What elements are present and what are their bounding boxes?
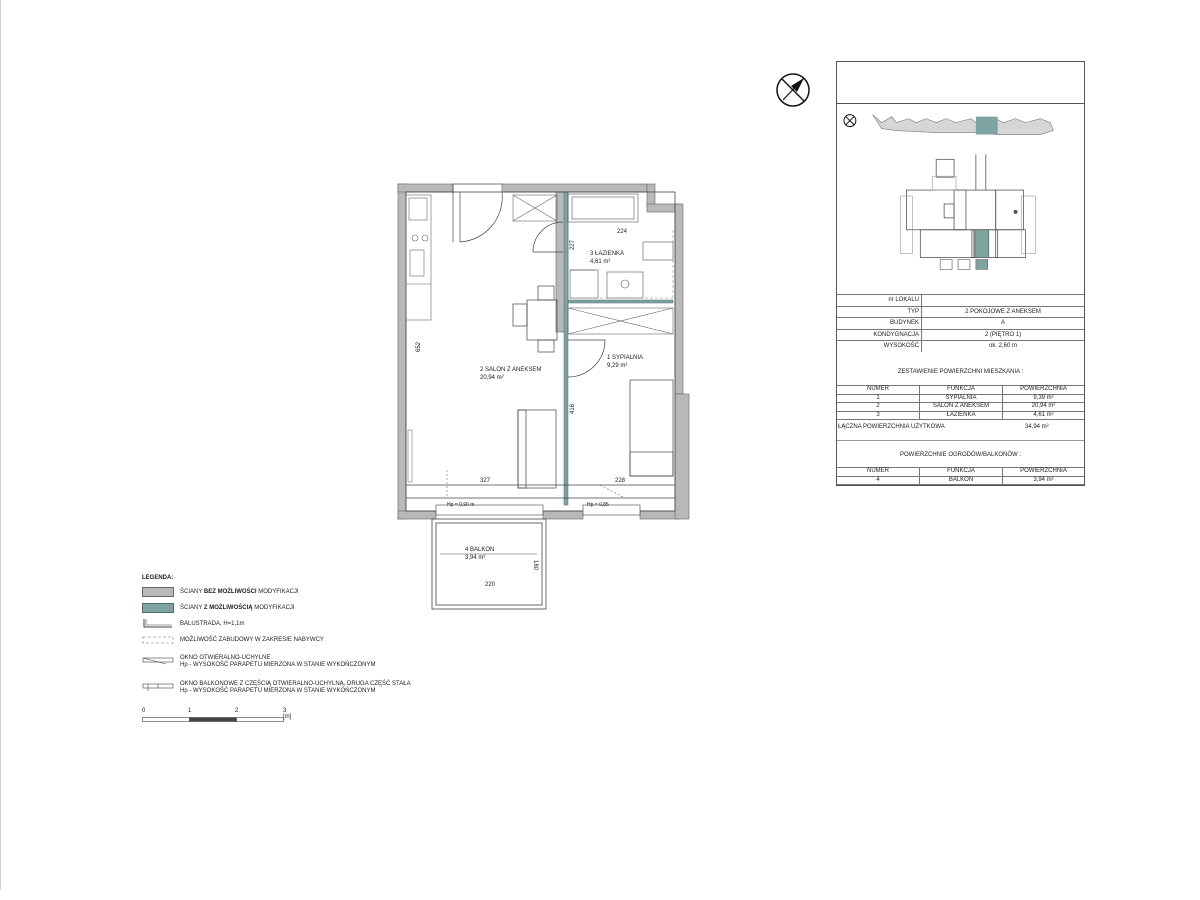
entry-door	[453, 184, 502, 242]
legend-text-part: MODYFIKACJI	[256, 589, 299, 595]
window-sill-label: Hp = 0,85	[587, 502, 609, 508]
total-area-row	[837, 424, 1084, 434]
info-row	[837, 341, 1084, 352]
balcony-table	[837, 467, 1084, 485]
room-area: 4,61 m²	[590, 259, 611, 265]
info-key: WYSOKOŚĆ	[837, 341, 922, 352]
room-number: 4	[465, 547, 469, 553]
balcony-function: BALKON	[920, 476, 1003, 485]
room-number: 2	[480, 367, 484, 373]
dimension-label: 224	[617, 229, 628, 235]
column-header: NUMER	[837, 468, 920, 477]
room-name: ŁAZIENKA	[595, 251, 625, 257]
room-number: 1	[837, 394, 920, 403]
room-area: 9,29 m²	[607, 363, 628, 369]
floor-plan-drawing	[395, 180, 695, 615]
bedroom-wardrobe	[568, 308, 673, 334]
dimension-label: 327	[480, 478, 491, 484]
info-row	[837, 318, 1084, 330]
floor-plan	[395, 180, 695, 615]
window-icon	[142, 655, 174, 665]
balcony-number: 4	[837, 476, 920, 485]
legend-text-line: Hp - WYSOKOŚĆ PARAPETU MIERZONA W STANIE WYKOŃCZONYM	[180, 688, 376, 694]
legend-text-bold: Z MOŻLIWOŚCIĄ	[203, 605, 253, 611]
room-name: BALKON	[470, 547, 495, 553]
divider	[837, 440, 1084, 441]
info-key: nr LOKALU	[837, 295, 922, 307]
wardrobe	[513, 195, 557, 221]
legend-text: BALUSTRADA, H=1,1m	[180, 621, 245, 627]
optional-build-icon	[142, 635, 174, 645]
info-key: KONDYGNACJA	[837, 329, 922, 341]
info-value: 2 POKOJOWE Z ANEKSEM	[922, 306, 1085, 318]
dimension-label: 220	[485, 582, 496, 588]
legend-text	[180, 655, 375, 669]
window-sill-label: Hp = 0,90 m	[447, 502, 475, 508]
dimension-label: 416	[570, 403, 577, 415]
room-function: SALON Z ANEKSEM	[920, 403, 1003, 412]
info-value: ok. 2,60 m	[922, 341, 1085, 352]
table-row	[837, 411, 1084, 420]
legend-text-bold: BEZ MOŻLIWOŚCI	[203, 589, 257, 595]
scale-tick: 0	[142, 708, 146, 714]
apartment-info-table	[837, 294, 1084, 352]
rooms-section-title: ZESTAWIENIE POWIERZCHNI MIESZKANIA :	[897, 369, 1024, 375]
legend-text-line: OKNO OTWIERALNO-UCHYLNE	[180, 655, 271, 661]
balcony-area: 3,94 m²	[1003, 476, 1085, 485]
room-label-bedroom	[607, 354, 643, 370]
total-area-value: 34,94 m²	[1025, 424, 1049, 430]
legend-text-part: ŚCIANY	[180, 589, 204, 595]
table-row	[837, 403, 1084, 412]
table-row	[837, 476, 1084, 485]
room-number: 3	[590, 251, 594, 257]
scale-tick: 2	[235, 708, 239, 714]
scale-bar	[142, 708, 292, 728]
room-number: 3	[837, 411, 920, 420]
column-header: POWIERZCHNIA	[1003, 468, 1085, 477]
sofa	[518, 410, 556, 488]
dining-table	[513, 286, 557, 352]
room-area: 20,94 m²	[480, 375, 504, 381]
balcony-outline	[432, 519, 546, 609]
legend-title: LEGENDA:	[142, 575, 174, 581]
room-function: SYPIALNIA	[920, 394, 1003, 403]
legend-text-part: MODYFIKACJI	[252, 605, 295, 611]
legend-text-part: ŚCIANY	[180, 605, 204, 611]
column-header: NUMER	[837, 386, 920, 395]
info-row	[837, 306, 1084, 318]
info-value	[922, 295, 1085, 307]
dimension-label: 652	[416, 341, 423, 353]
info-value: 2 (PIĘTRO 1)	[922, 329, 1085, 341]
scale-bar-graphic	[142, 717, 286, 723]
panel-header-band	[837, 62, 1084, 104]
dimension-label: 180	[532, 559, 539, 571]
rooms-table	[837, 385, 1084, 420]
info-value: A	[922, 318, 1085, 330]
column-header: FUNKCJA	[920, 386, 1003, 395]
rooms-header-row	[837, 386, 1084, 395]
info-row	[837, 329, 1084, 341]
legend-text-line: OKNO BALKONOWE Z CZĘŚCIĄ OTWIERALNO-UCHYLNĄ, DRUGA CZĘŚĆ STAŁA	[180, 681, 411, 687]
room-label-balcony	[465, 546, 494, 562]
dimension-label: 227	[570, 239, 577, 251]
column-header: FUNKCJA	[920, 468, 1003, 477]
info-key: TYP	[837, 306, 922, 318]
legend-text	[180, 605, 295, 612]
info-row	[837, 295, 1084, 307]
dimension-label: 228	[615, 478, 626, 484]
room-number: 1	[607, 355, 611, 361]
modifiable-walls	[564, 192, 673, 505]
room-area: 3,94 m²	[465, 555, 486, 561]
room-number: 2	[837, 403, 920, 412]
bed	[630, 380, 673, 476]
key-plan	[837, 104, 1084, 294]
room-name: SALON Z ANEKSEM	[485, 367, 542, 373]
balustrade-icon	[142, 619, 174, 629]
legend-text	[180, 589, 299, 596]
scale-tick: 3 [m]	[283, 708, 292, 720]
balcony-header-row	[837, 468, 1084, 477]
info-key: BUDYNEK	[837, 318, 922, 330]
legend-text: MOŻLIWOŚĆ ZABUDOWY W ZAKRESIE NABYWCY	[180, 637, 324, 643]
table-row	[837, 394, 1084, 403]
room-label-bathroom	[590, 250, 624, 266]
balcony-section-title: POWIERZCHNIE OGRODÓW/BALKONÓW :	[899, 452, 1021, 458]
room-area: 9,39 m²	[1003, 394, 1085, 403]
room-label-living	[480, 366, 541, 382]
keyplan-compass-icon	[844, 115, 856, 127]
scale-tick: 1	[188, 708, 192, 714]
page-edge-line	[0, 0, 1, 890]
room-function: ŁAZIENKA	[920, 411, 1003, 420]
total-area-label: ŁĄCZNA POWIERZCHNIA UŻYTKOWA	[838, 424, 945, 430]
room-area: 20,94 m²	[1003, 403, 1085, 412]
room-name: SYPIALNIA	[612, 355, 644, 361]
info-panel	[836, 61, 1085, 486]
column-header: POWIERZCHNIA	[1003, 386, 1085, 395]
legend-text-line: Hp - WYSOKOŚĆ PARAPETU MIERZONA W STANIE WYKOŃCZONYM	[180, 662, 376, 668]
kitchen	[406, 195, 431, 320]
balcony-window-icon	[142, 681, 174, 691]
fixed-walls	[398, 184, 689, 519]
fixed-wall-swatch	[142, 587, 174, 597]
north-arrow-icon	[775, 72, 811, 108]
room-area: 4,61 m²	[1003, 411, 1085, 420]
modifiable-wall-swatch	[142, 603, 174, 613]
legend-text	[180, 681, 411, 695]
